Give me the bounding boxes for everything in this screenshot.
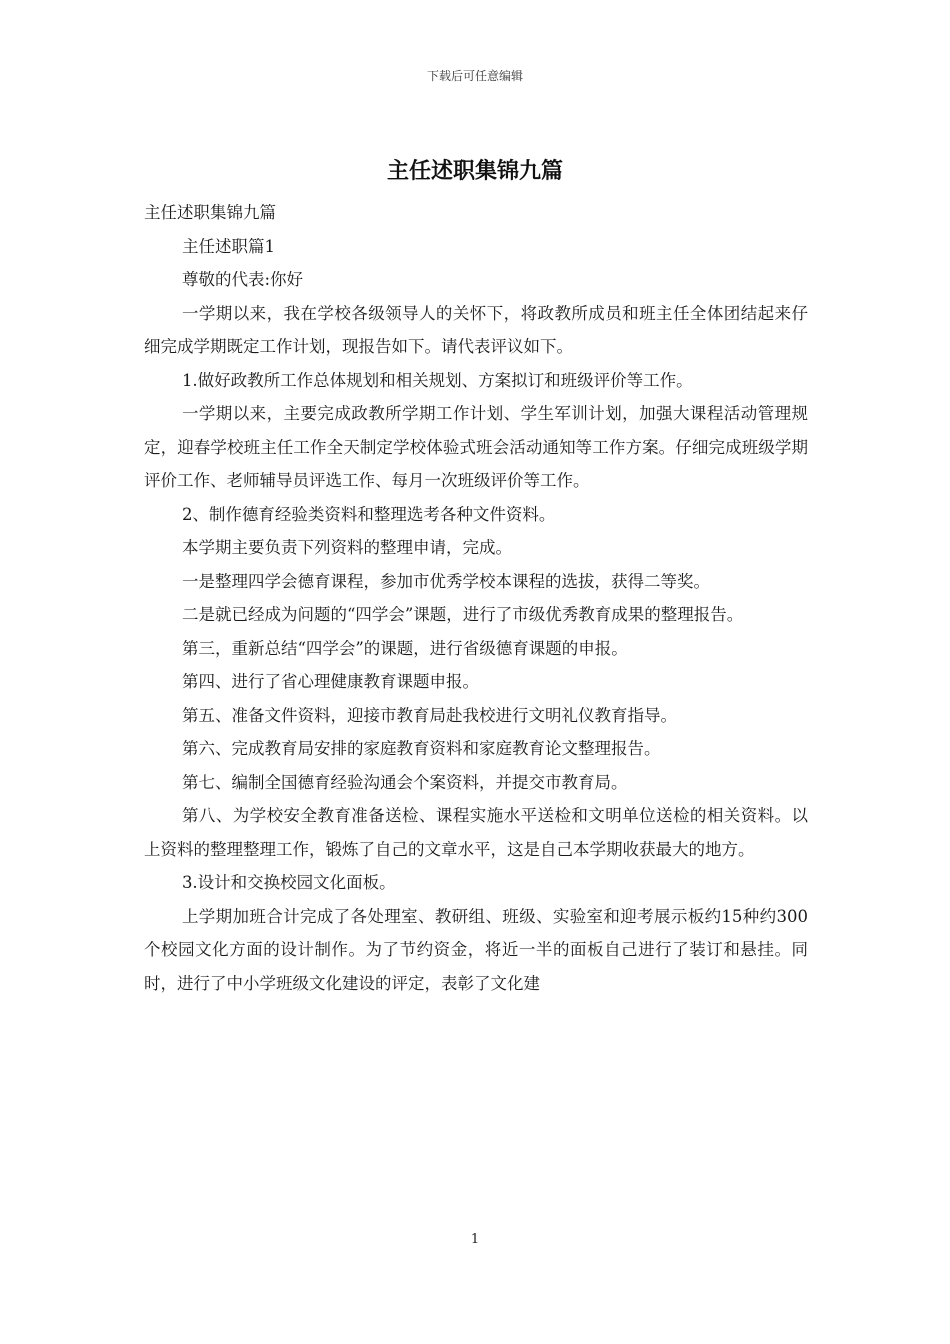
paragraph: 3.设计和交换校园文化面板。 xyxy=(181,873,396,892)
paragraph: 主任述职篇1 xyxy=(181,236,275,256)
paragraph: 2、制作德育经验类资料和整理选考各种文件资料。 xyxy=(181,504,556,524)
paragraph: 第三，重新总结“四学会”的课题，进行省级德育课题的申报。 xyxy=(181,638,628,658)
paragraph: 第四、进行了省心理健康教育课题申报。 xyxy=(181,672,479,691)
document-body xyxy=(144,196,808,1000)
document-title: 主任述职集锦九篇 xyxy=(386,159,563,184)
page-number: 1 xyxy=(470,1232,480,1247)
paragraph: 一学期以来，我在学校各级领导人的关怀下，将政教所成员和班主任全体团结起来仔细完成学期既定工作计划，现报告如下。请代表评议如下。 xyxy=(144,303,808,356)
paragraph: 上学期加班合计完成了各处理室、教研组、班级、实验室和迎考展示板约15种约300个校园文化方面的设计制作。为了节约资金，将近一半的面板自己进行了装订和悬挂。同时，进行了中小学班级文化建设的评定，表彰了文化建 xyxy=(144,906,808,993)
paragraph: 一学期以来，主要完成政教所学期工作计划、学生军训计划，加强大课程活动管理规定，迎春学校班主任工作全天制定学校体验式班会活动通知等工作方案。仔细完成班级学期评价工作、老师辅导员评选工作、每月一次班级评价等工作。 xyxy=(144,404,808,490)
paragraph: 本学期主要负责下列资料的整理申请，完成。 xyxy=(181,538,512,557)
paragraph: 第八、为学校安全教育准备送检、课程实施水平送检和文明单位送检的相关资料。以上资料的整理整理工作，锻炼了自己的文章水平，这是自己本学期收获最大的地方。 xyxy=(144,806,808,859)
paragraph: 主任述职集锦九篇 xyxy=(144,203,276,222)
paragraph: 一是整理四学会德育课程，参加市优秀学校本课程的选拔，获得二等奖。 xyxy=(181,571,710,591)
paragraph: 第五、准备文件资料，迎接市教育局赴我校进行文明礼仪教育指导。 xyxy=(181,705,677,725)
paragraph: 第六、完成教育局安排的家庭教育资料和家庭教育论文整理报告。 xyxy=(181,739,661,758)
paragraph: 1.做好政教所工作总体规划和相关规划、方案拟订和班级评价等工作。 xyxy=(181,370,693,390)
paragraph: 尊敬的代表:你好 xyxy=(181,270,303,289)
paragraph: 第七、编制全国德育经验沟通会个案资料，并提交市教育局。 xyxy=(181,772,628,792)
header-note: 下载后可任意编辑 xyxy=(426,69,523,83)
paragraph: 二是就已经成为问题的“四学会”课题，进行了市级优秀教育成果的整理报告。 xyxy=(181,605,744,624)
